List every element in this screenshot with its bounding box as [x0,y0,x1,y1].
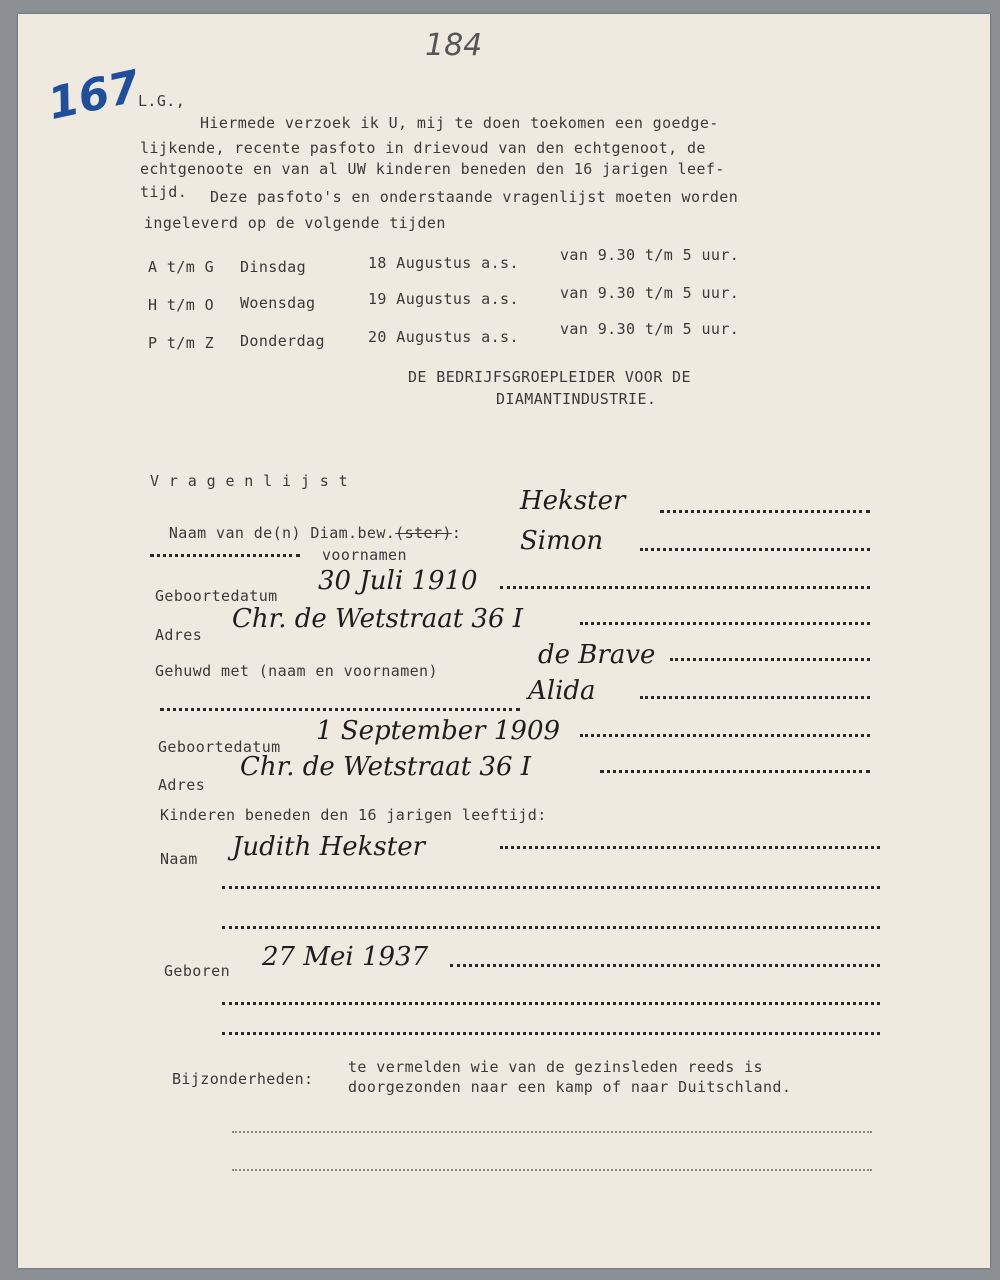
spouse-firstname-dots [640,690,870,699]
address-value: Chr. de Wetstraat 36 I [232,604,524,634]
spouse-birthdate-label: Geboortedatum [158,738,281,756]
schedule-row-1-day: Dinsdag [240,258,307,276]
name-label [150,506,461,542]
blue-archive-number: 167 [43,61,145,130]
child-row6-dots [222,1026,880,1035]
salutation: L.G., [138,92,186,110]
remarks-label: Bijzonderheden: [172,1070,314,1088]
letter-para2-line2: ingeleverd op de volgende tijden [144,214,446,232]
schedule-row-3-day: Donderdag [240,332,325,350]
schedule-row-3-letters: P t/m Z [148,334,215,352]
child-born-label: Geboren [164,962,231,980]
remarks-line2: doorgezonden naar een kamp of naar Duitschland. [348,1078,792,1096]
child-row5-dots [222,996,880,1005]
firstnames-lead-dots [150,548,300,557]
surname-value: Hekster [520,486,626,516]
child-row3-dots [222,920,880,929]
spouse-surname-value: de Brave [538,640,656,670]
spouse-address-value: Chr. de Wetstraat 36 I [240,752,532,782]
birthdate-dots [500,580,870,589]
firstnames-dots [640,542,870,551]
surname-dots [660,504,870,513]
schedule-row-1-time: van 9.30 t/m 5 uur. [560,246,740,264]
address-dots [580,616,870,625]
letter-para2-line1: Deze pasfoto's en onderstaande vragenlijst moeten worden [210,188,739,206]
remarks-line1: te vermelden wie van de gezinsleden reeds is [348,1058,763,1076]
pencil-page-number: 184 [425,28,483,63]
firstnames-label: voornamen [322,546,407,564]
birthdate-label: Geboortedatum [155,587,278,605]
schedule-row-2-date: 19 Augustus a.s. [368,290,519,308]
schedule-row-2-time: van 9.30 t/m 5 uur. [560,284,740,302]
birthdate-value: 30 Juli 1910 [318,566,478,596]
spouse-firstname-lead-dots [160,702,520,711]
spouse-surname-dots [670,652,870,661]
signature-line2: DIAMANTINDUSTRIE. [496,390,657,408]
schedule-row-3-time: van 9.30 t/m 5 uur. [560,320,740,338]
name-label-text: Naam van de(n) Diam.bew. [168,524,396,542]
letter-para1-line2: lijkende, recente pasfoto in drievoud van den echtgenoot, de [140,139,706,157]
name-label-strike: (ster) [395,524,452,542]
child-name-label: Naam [160,850,198,868]
letter-para1-line4: tijd. [140,183,188,201]
children-label: Kinderen beneden den 16 jarigen leeftijd: [160,806,547,824]
schedule-row-1-date: 18 Augustus a.s. [368,254,519,272]
child-row2-dots [222,880,880,889]
child-born-dots [450,958,880,967]
spouse-birthdate-value: 1 September 1909 [316,716,561,746]
spouse-address-label: Adres [158,776,206,794]
form-title: V r a g e n l i j s t [150,472,349,490]
spouse-label: Gehuwd met (naam en voornamen) [155,662,438,680]
spouse-address-dots [600,764,870,773]
schedule-row-1-letters: A t/m G [148,258,215,276]
signature-line1: DE BEDRIJFSGROEPLEIDER VOOR DE [408,368,691,386]
schedule-row-2-day: Woensdag [240,294,316,312]
schedule-row-3-date: 20 Augustus a.s. [368,328,519,346]
name-label-colon: : [451,524,462,542]
child-name-dots [500,840,880,849]
child-born-value: 27 Mei 1937 [262,942,429,972]
firstnames-value: Simon [520,526,604,556]
letter-para1-line1: Hiermede verzoek ik U, mij te doen toekomen een goedge- [200,114,719,132]
spouse-birthdate-dots [580,728,870,737]
remarks-dotted-line-1 [232,1128,872,1133]
address-label: Adres [155,626,203,644]
remarks-dotted-line-2 [232,1166,872,1171]
spouse-firstname-value: Alida [528,676,596,706]
schedule-row-2-letters: H t/m O [148,296,215,314]
child-name-value: Judith Hekster [232,832,426,862]
letter-para1-line3: echtgenoote en van al UW kinderen beneden den 16 jarigen leef- [140,160,725,178]
